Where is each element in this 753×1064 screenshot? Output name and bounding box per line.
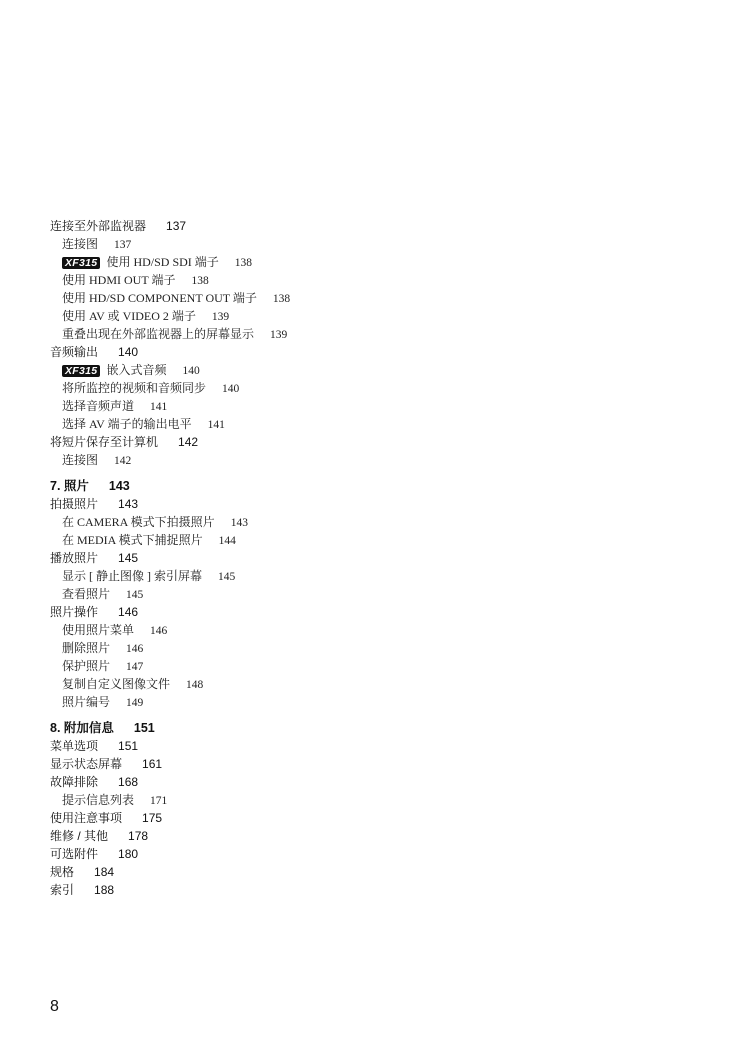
- toc-entry-page: 137: [166, 219, 187, 233]
- toc-subsection-entry[interactable]: [50, 307, 710, 325]
- toc-entry-title: 维修 / 其他: [50, 829, 109, 843]
- toc-entry-page: 143: [230, 517, 248, 529]
- toc-section-entry[interactable]: [50, 827, 710, 845]
- toc-subsection-entry[interactable]: [50, 271, 710, 289]
- toc-entry-title: 在 CAMERA 模式下拍摄照片: [62, 515, 215, 529]
- toc-section-entry[interactable]: [50, 809, 710, 827]
- toc-entry-title: 查看照片: [62, 587, 111, 601]
- toc-subsection-entry[interactable]: [50, 235, 710, 253]
- toc-entry-title: 使用 HD/SD SDI 端子: [106, 255, 219, 269]
- toc-entry-title: 7. 照片: [50, 479, 89, 493]
- toc-entry-page: 146: [126, 643, 144, 655]
- toc-entry-page: 138: [272, 293, 291, 305]
- toc-entry-title: 索引: [50, 883, 75, 897]
- toc-entry-page: 175: [142, 811, 163, 825]
- toc-entry-title: 使用 HDMI OUT 端子: [62, 273, 176, 287]
- toc-subsection-entry[interactable]: [50, 397, 710, 415]
- toc-section-entry[interactable]: [50, 549, 710, 567]
- toc-entry-page: 137: [114, 239, 132, 251]
- toc-subsection-entry[interactable]: [50, 675, 710, 693]
- toc-entry-title: 重叠出现在外部监视器上的屏幕显示: [62, 327, 255, 341]
- toc-entry-page: 140: [222, 383, 240, 395]
- toc-subsection-entry[interactable]: [50, 567, 710, 585]
- toc-entry-page: 140: [118, 345, 139, 359]
- toc-subsection-entry[interactable]: [50, 585, 710, 603]
- toc-entry-title: 保护照片: [62, 659, 111, 673]
- toc-entry-title: 音频输出: [50, 345, 99, 359]
- toc-entry-page: 143: [118, 497, 139, 511]
- toc-subsection-entry[interactable]: [50, 361, 710, 379]
- toc-section-entry[interactable]: [50, 863, 710, 881]
- toc-entry-page: 161: [142, 757, 163, 771]
- toc-entry-title: 使用注意事项: [50, 811, 123, 825]
- toc-entry-title: 在 MEDIA 模式下捕捉照片: [62, 533, 203, 547]
- toc-subsection-entry[interactable]: [50, 693, 710, 711]
- toc-entry-title: 嵌入式音频: [106, 363, 167, 377]
- toc-entry-page: 145: [218, 571, 236, 583]
- toc-subsection-entry[interactable]: [50, 791, 710, 809]
- toc-entry-page: 180: [118, 847, 139, 861]
- toc-entry-page: 151: [133, 721, 155, 735]
- page-number: 8: [50, 998, 59, 1015]
- toc-entry-page: 147: [126, 661, 144, 673]
- toc-subsection-entry[interactable]: [50, 253, 710, 271]
- toc-entry-title: 规格: [50, 865, 75, 879]
- toc-entry-page: 143: [108, 479, 130, 493]
- toc-entry-page: 184: [94, 865, 115, 879]
- model-badge-icon: XF315: [62, 257, 100, 269]
- toc-entry-title: 故障排除: [50, 775, 99, 789]
- toc-entry-page: 141: [150, 401, 168, 413]
- toc-entry-title: 选择音频声道: [62, 399, 135, 413]
- toc-entry-page: 145: [118, 551, 139, 565]
- toc-entry-title: 连接至外部监视器: [50, 219, 147, 233]
- toc-entry-title: 使用照片菜单: [62, 623, 135, 637]
- toc-entry-page: 146: [118, 605, 139, 619]
- toc-entry-page: 151: [118, 739, 139, 753]
- toc-entry-page: 138: [234, 257, 253, 269]
- toc-section-entry[interactable]: [50, 217, 710, 235]
- toc-entry-title: 8. 附加信息: [50, 721, 114, 735]
- toc-entry-title: 将短片保存至计算机: [50, 435, 159, 449]
- toc-entry-page: 139: [211, 311, 230, 323]
- toc-entry-title: 拍摄照片: [50, 497, 99, 511]
- toc-entry-title: 连接图: [62, 237, 99, 251]
- toc-subsection-entry[interactable]: [50, 379, 710, 397]
- toc-entry-title: 复制自定义图像文件: [62, 677, 171, 691]
- toc-section-entry[interactable]: [50, 773, 710, 791]
- toc-entry-page: 145: [126, 589, 144, 601]
- toc-entry-title: 显示状态屏幕: [50, 757, 123, 771]
- toc-entry-title: 连接图: [62, 453, 99, 467]
- toc-entry-page: 178: [128, 829, 149, 843]
- toc-entry-title: 播放照片: [50, 551, 99, 565]
- toc-section-entry[interactable]: [50, 737, 710, 755]
- toc-entry-title: 显示 [ 静止图像 ] 索引屏幕: [62, 569, 202, 583]
- table-of-contents: [50, 217, 710, 899]
- toc-section-entry[interactable]: [50, 343, 710, 361]
- model-badge-icon: XF315: [62, 365, 100, 377]
- toc-entry-page: 141: [207, 419, 225, 431]
- toc-subsection-entry[interactable]: [50, 513, 710, 531]
- toc-entry-title: 提示信息列表: [62, 793, 135, 807]
- chapter-heading[interactable]: [50, 477, 710, 495]
- toc-subsection-entry[interactable]: [50, 451, 710, 469]
- toc-entry-page: 148: [186, 679, 204, 691]
- toc-entry-title: 使用 AV 或 VIDEO 2 端子: [62, 309, 196, 323]
- toc-entry-title: 照片编号: [62, 695, 111, 709]
- toc-entry-page: 188: [94, 883, 115, 897]
- toc-entry-page: 138: [191, 275, 209, 287]
- toc-subsection-entry[interactable]: [50, 415, 710, 433]
- toc-entry-page: 144: [218, 535, 236, 547]
- toc-section-entry[interactable]: [50, 433, 710, 451]
- toc-subsection-entry[interactable]: [50, 531, 710, 549]
- toc-entry-page: 139: [270, 329, 288, 341]
- toc-entry-page: 149: [126, 697, 144, 709]
- toc-subsection-entry[interactable]: [50, 657, 710, 675]
- toc-entry-title: 将所监控的视频和音频同步: [62, 381, 207, 395]
- toc-entry-page: 168: [118, 775, 139, 789]
- toc-subsection-entry[interactable]: [50, 621, 710, 639]
- toc-entry-page: 142: [178, 435, 199, 449]
- toc-entry-page: 146: [150, 625, 168, 637]
- toc-entry-page: 171: [150, 795, 168, 807]
- toc-section-entry[interactable]: [50, 603, 710, 621]
- toc-entry-title: 可选附件: [50, 847, 99, 861]
- toc-entry-title: 菜单选项: [50, 739, 99, 753]
- toc-entry-title: 删除照片: [62, 641, 111, 655]
- toc-entry-title: 选择 AV 端子的输出电平: [62, 417, 192, 431]
- toc-section-entry[interactable]: [50, 845, 710, 863]
- toc-section-entry[interactable]: [50, 755, 710, 773]
- toc-entry-page: 142: [114, 455, 132, 467]
- toc-subsection-entry[interactable]: [50, 639, 710, 657]
- chapter-heading[interactable]: [50, 719, 710, 737]
- toc-subsection-entry[interactable]: [50, 289, 710, 307]
- toc-entry-page: 140: [182, 365, 200, 377]
- toc-subsection-entry[interactable]: [50, 325, 710, 343]
- toc-section-entry[interactable]: [50, 495, 710, 513]
- toc-entry-title: 照片操作: [50, 605, 99, 619]
- toc-section-entry[interactable]: [50, 881, 710, 899]
- toc-entry-title: 使用 HD/SD COMPONENT OUT 端子: [62, 291, 257, 305]
